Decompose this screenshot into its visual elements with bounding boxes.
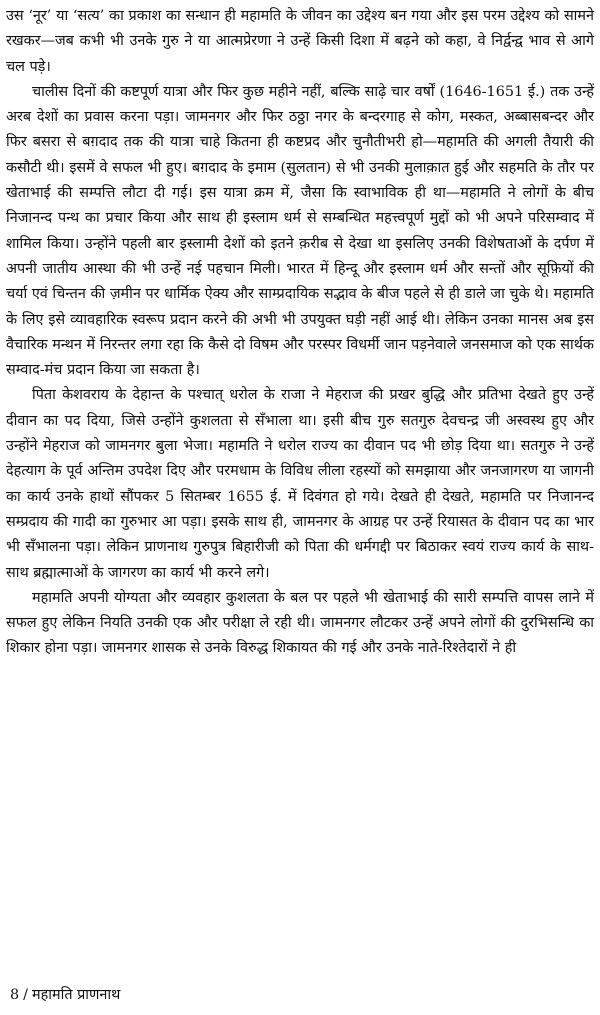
footer-separator: / [23,987,29,1003]
book-title: महामति प्राणनाथ [32,987,121,1003]
paragraph-3: पिता केशवराय के देहान्त के पश्चात् धरोल के राजा ने मेहराज की प्रखर बुद्धि और प्रतिभा देखते हुए उन्हें दीवान का पद दिया, जिसे उन्होंने कुशलता से सँभाला था। इसी बीच गुरु सतगुरु देवचन्द्र जी अस्वस्थ हुए और उन्होंने मेहराज को जामनगर बुला भेजा। महामति ने धरोल राज्य का दीवान पद भी छोड़ दिया था। सतगुरु ने उन्हें देहत्याग के पूर्व अन्तिम उपदेश दिए और परमधाम के विविध लीला रहस्यों को समझाया और जनजागरण या जागनी का कार्य उनके हाथों सौंपकर 5 सितम्बर 1655 ई. में दिवंगत हो गये। देखते ही देखते, महामति पर निजानन्द सम्प्रदाय की गादी का गुरुभार आ पड़ा। इसके साथ ही, जामनगर के आग्रह पर उन्हें रियासत के दीवान पद का भार भी सँभालना पड़ा। लेकिन प्राणनाथ गुरुपुत्र बिहारीजी को पिता की धर्मगद्दी पर बिठाकर स्वयं राज्य कार्य के साथ-साथ ब्रह्मात्माओं के जागरण का कार्य भी करने लगे। [6,387,594,581]
page-footer [10,985,120,1005]
paragraph-1: उस ‘नूर’ या ‘सत्य’ का प्रकाश का सन्धान ही महामति के जीवन का उद्देश्य बन गया और इस परम उद्देश्य को सामने रखकर—जब कभी भी उनके गुरु ने या आत्मप्रेरणा ने उन्हें किसी दिशा में बढ़ने को कहा, वे निर्द्वन्द्व भाव से आगे चल पड़े। [6,8,594,75]
paragraph-4: महामति अपनी योग्यता और व्यवहार कुशलता के बल पर पहले भी खेताभाई की सारी सम्पत्ति वापस लाने में सफल हुए लेकिन नियति उनकी एक और परीक्षा ले रही थी। जामनगर लौटकर उन्हें अपने लोगों की दुरभिसन्धि का शिकार होना पड़ा। जामनगर शासक से उनके विरुद्ध शिकायत की गई और उनके नाते-रिश्तेदारों ने ही [6,589,594,657]
paragraph-2: चालीस दिनों की कष्टपूर्ण यात्रा और फिर कुछ महीने नहीं, बल्कि साढ़े चार वर्षों (1646-1651 ई.) तक उन्हें अरब देशों का प्रवास करना पड़ा। जामनगर और फिर ठठ्ठा नगर के बन्दरगाह से कोग, मस्कत, अब्बासबन्दर और फिर बसरा से बग़दाद तक की यात्रा चाहे कितना ही कष्टप्रद और चुनौतीभरी हो—महामति की अगली तैयारी की कसौटी थी। इसमें वे सफल भी हुए। बग़दाद के इमाम (सुलतान) से भी उनकी मुलाक़ात हुई और सहमति के तौर पर खेताभाई की सम्पत्ति लौटा दी गई। इस यात्रा क्रम में, जैसा कि स्वाभाविक ही था—महामति ने लोगों के बीच निजानन्द पन्थ का प्रचार किया और साथ ही इस्लाम धर्म से सम्बन्धित महत्त्वपूर्ण मुद्दों को भी अपने परिसम्वाद में शामिल किया। उन्होंने पहली बार इस्लामी देशों को इतने क़रीब से देखा था इसलिए उनकी विशेषताओं के दर्पण में अपनी जातीय आस्था की भी उन्हें नई पहचान मिली। भारत में हिन्दू और इस्लाम धर्म और सन्तों और सूफ़ियों की चर्या एवं चिन्तन की ज़मीन पर धार्मिक ऐक्य और साम्प्रदायिक सद्भाव के बीज पहले से ही डाले जा चुके थे। महामति के लिए इसे व्यावहारिक स्वरूप प्रदान करने की अभी भी उपयुक्त घड़ी नहीं आई थी। लेकिन उनका मानस अब इस वैचारिक मन्थन में निरन्तर लगा रहा कि कैसे दो विषम और परस्पर विधर्मी जान पड़नेवाले जनसमाज को एक सार्थक सम्वाद-मंच प्रदान किया जा सकता है। [6,83,594,379]
page-number: 8 [10,987,20,1003]
page-body [6,4,594,662]
